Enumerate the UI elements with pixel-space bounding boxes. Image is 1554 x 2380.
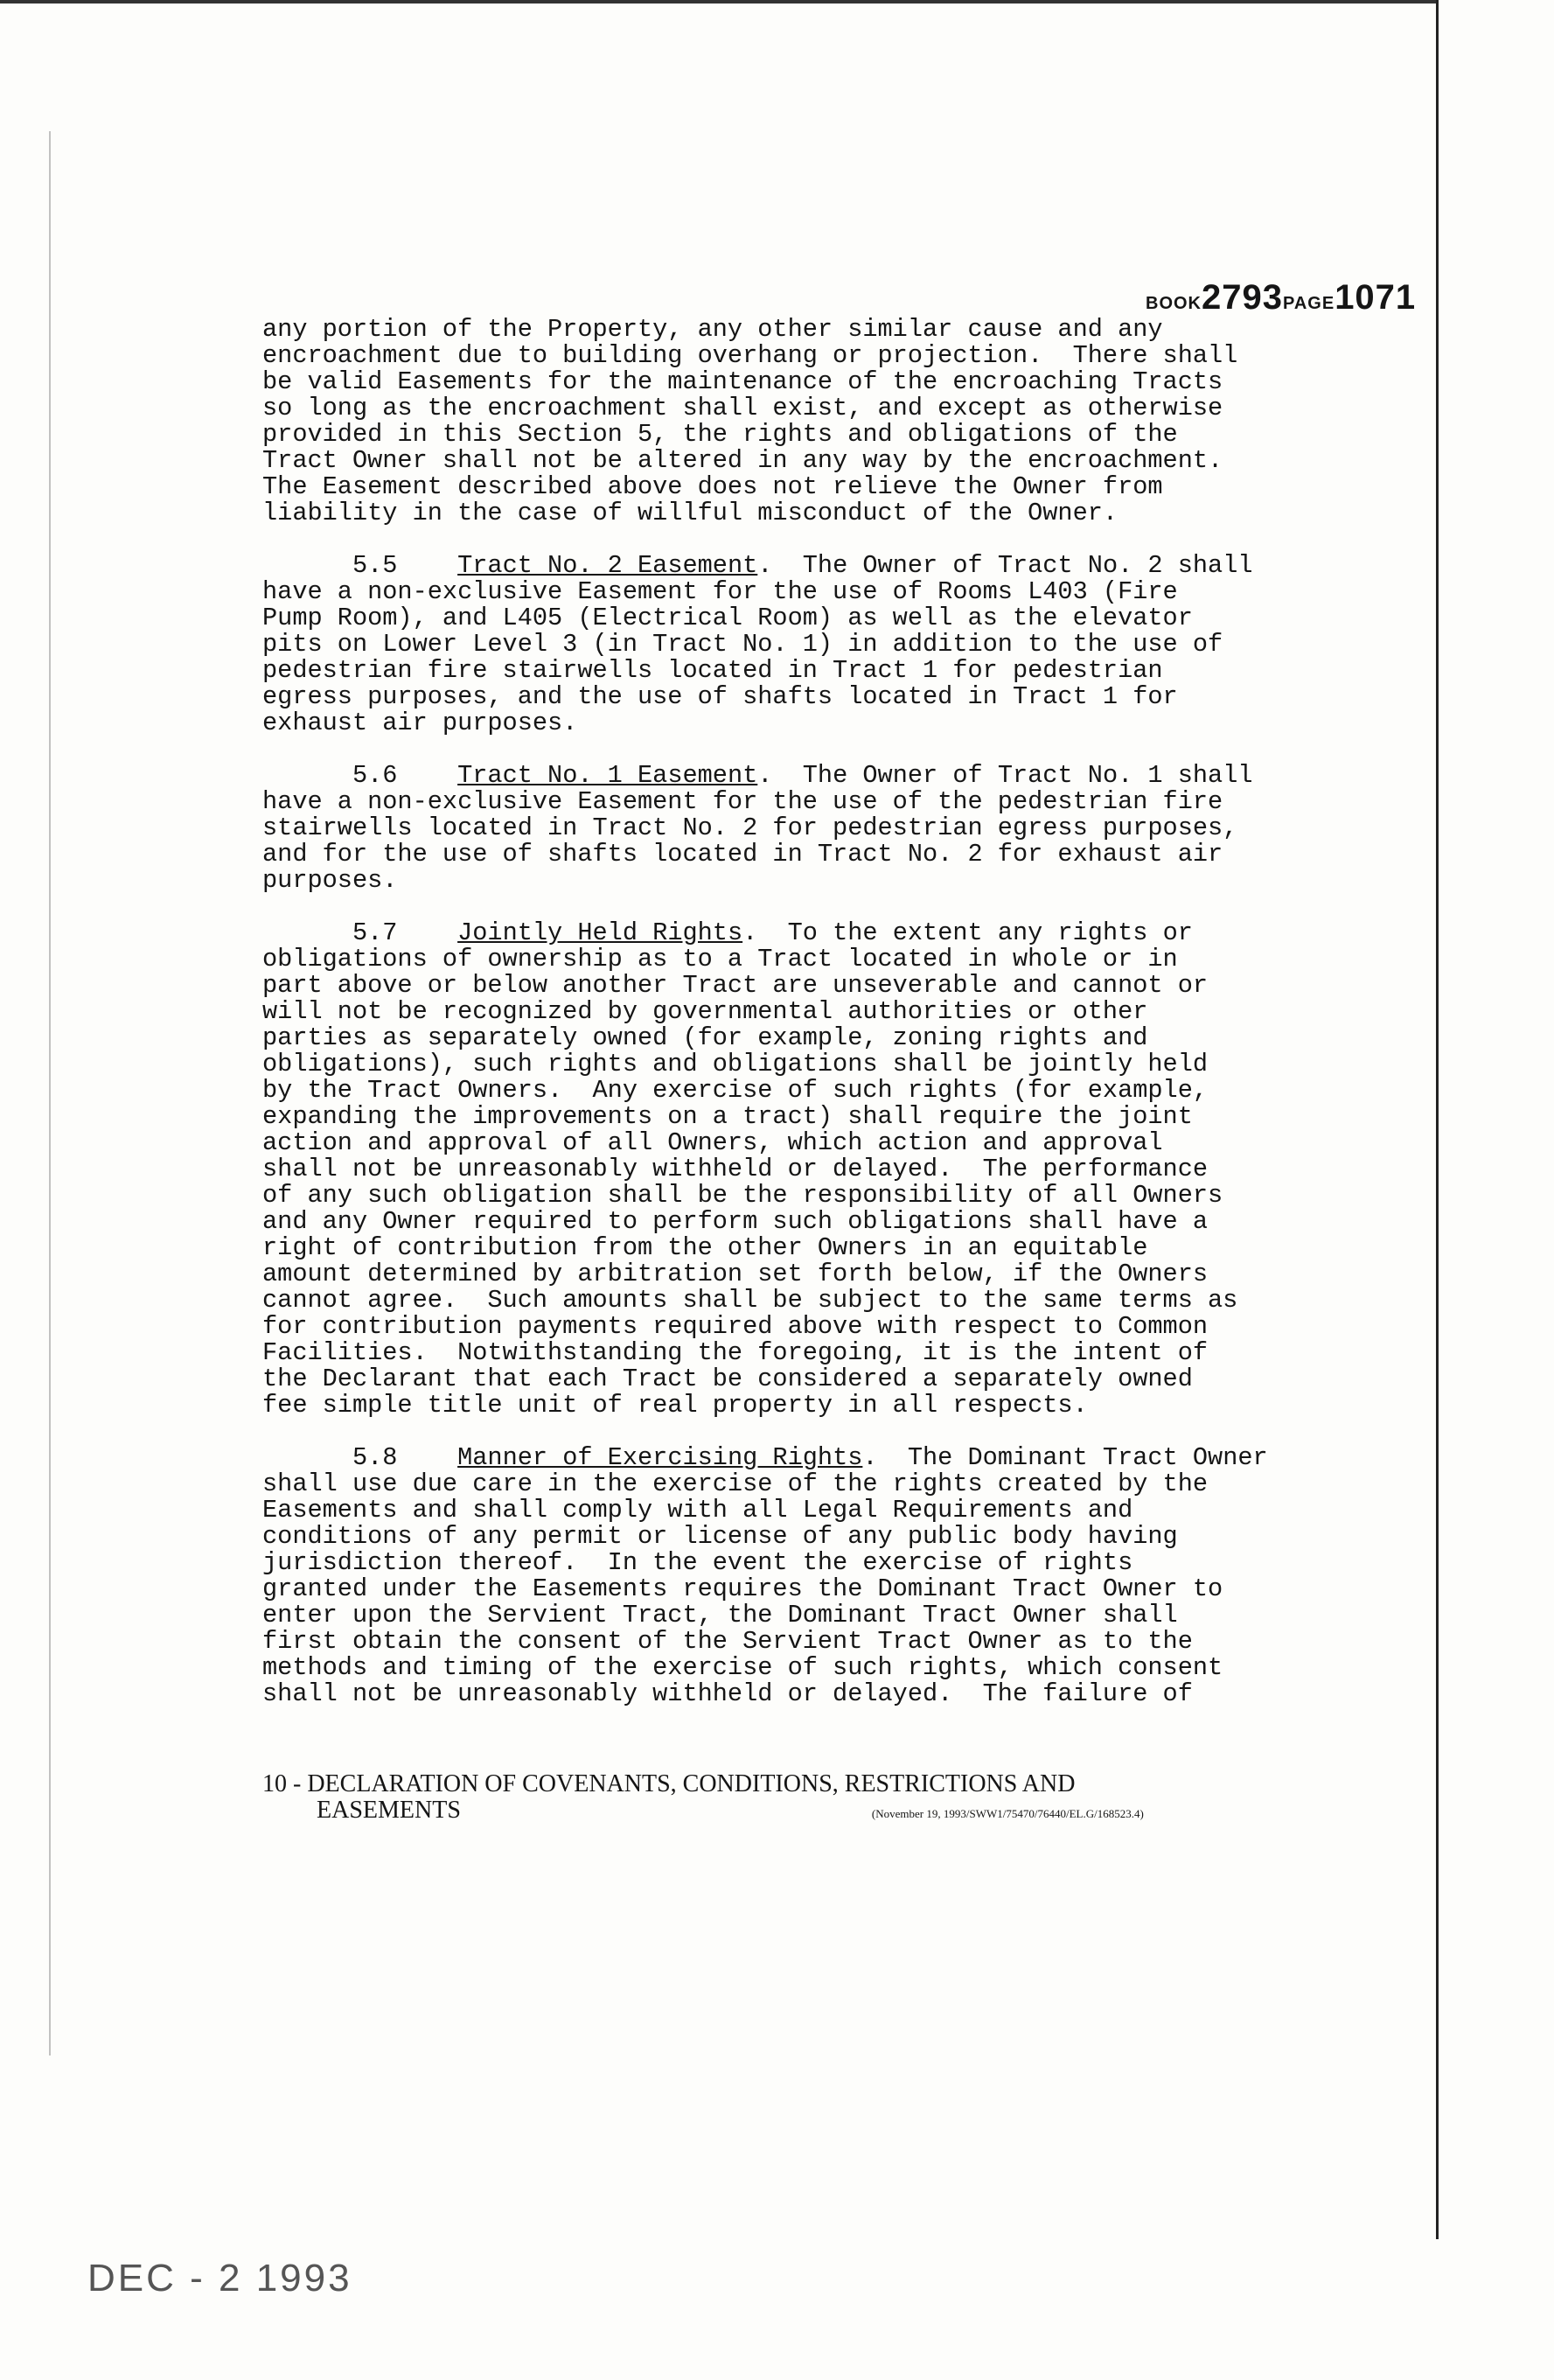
page-number: 1071: [1334, 278, 1417, 317]
text-line: and for the use of shafts located in Tract No. 2 for exhaust air: [262, 840, 1223, 869]
scan-left-edge: [49, 131, 51, 2055]
section-number: 5.6: [352, 761, 398, 790]
section-5-7: [262, 920, 1277, 1419]
section-5-5: [262, 553, 1277, 736]
text-line: have a non-exclusive Easement for the use of Rooms L403 (Fire: [262, 577, 1178, 606]
text-line: parties as separately owned (for example, zoning rights and: [262, 1023, 1148, 1052]
footer-title-line1: 10 - DECLARATION OF COVENANTS, CONDITIONS, RESTRICTIONS AND: [262, 1770, 1076, 1797]
text-line: obligations), such rights and obligations shall be jointly held: [262, 1050, 1209, 1078]
text-line: shall not be unreasonably withheld or delayed. The performance: [262, 1155, 1209, 1183]
section-heading: Manner of Exercising Rights: [457, 1443, 863, 1472]
footer-title-easements: EASEMENTS: [317, 1797, 461, 1824]
text-line: stairwells located in Tract No. 2 for pedestrian egress purposes,: [262, 813, 1238, 842]
paragraph-indent: [262, 918, 352, 947]
section-first-line-rest: . The Owner of Tract No. 1 shall: [757, 761, 1253, 790]
text-line: encroachment due to building overhang or projection. There shall: [262, 341, 1238, 370]
book-label: BOOK: [1146, 294, 1202, 313]
text-line: expanding the improvements on a tract) shall require the joint: [262, 1102, 1193, 1131]
indent: [397, 551, 457, 580]
section-first-line-rest: . The Dominant Tract Owner: [862, 1443, 1268, 1472]
text-line: jurisdiction thereof. In the event the exercise of rights: [262, 1548, 1133, 1577]
text-line: amount determined by arbitration set forth below, if the Owners: [262, 1260, 1209, 1288]
text-line: granted under the Easements requires the Dominant Tract Owner to: [262, 1574, 1223, 1603]
text-line: Tract Owner shall not be altered in any way by the encroachment.: [262, 446, 1223, 475]
document-body: [262, 317, 1277, 1734]
section-5-6: [262, 763, 1277, 894]
recording-date-stamp: DEC - 2 1993: [87, 2257, 352, 2300]
book-page-stamp: [1146, 278, 1416, 318]
scan-right-edge: [1436, 0, 1439, 2239]
text-line: Facilities. Notwithstanding the foregoing, it is the intent of: [262, 1338, 1209, 1367]
text-line: cannot agree. Such amounts shall be subject to the same terms as: [262, 1286, 1238, 1315]
text-line: methods and timing of the exercise of such rights, which consent: [262, 1653, 1223, 1682]
section-number: 5.5: [352, 551, 398, 580]
text-line: any portion of the Property, any other similar cause and any: [262, 315, 1163, 344]
text-line: action and approval of all Owners, which action and approval: [262, 1128, 1163, 1157]
page-footer: [262, 1771, 1312, 1827]
indent: [397, 918, 457, 947]
page-label: PAGE: [1282, 294, 1335, 313]
text-line: first obtain the consent of the Servient Tract Owner as to the: [262, 1627, 1193, 1656]
footer-reference: (November 19, 1993/SWW1/75470/76440/EL.G/168523.4): [871, 1807, 1144, 1820]
paragraph-indent: [262, 761, 352, 790]
text-line: by the Tract Owners. Any exercise of such rights (for example,: [262, 1076, 1209, 1105]
text-line: egress purposes, and the use of shafts located in Tract 1 for: [262, 682, 1178, 711]
section-number: 5.8: [352, 1443, 398, 1472]
text-line: of any such obligation shall be the responsibility of all Owners: [262, 1181, 1223, 1210]
book-number: 2793: [1202, 278, 1283, 317]
text-line: Pump Room), and L405 (Electrical Room) as well as the elevator: [262, 604, 1193, 632]
text-line: the Declarant that each Tract be considered a separately owned: [262, 1364, 1193, 1393]
text-line: and any Owner required to perform such obligations shall have a: [262, 1207, 1209, 1236]
text-line: right of contribution from the other Owners in an equitable: [262, 1233, 1148, 1262]
scan-top-edge: [0, 0, 1436, 3]
section-heading: Jointly Held Rights: [457, 918, 743, 947]
text-line: have a non-exclusive Easement for the use of the pedestrian fire: [262, 787, 1223, 816]
section-5-8: [262, 1445, 1277, 1707]
section-heading: Tract No. 1 Easement: [457, 761, 758, 790]
section-first-line: [262, 553, 1277, 579]
section-first-line: [262, 1445, 1277, 1471]
section-first-line: [262, 920, 1277, 946]
section-first-line: [262, 763, 1277, 789]
text-line: shall use due care in the exercise of the rights created by the: [262, 1469, 1209, 1498]
section-first-line-rest: . To the extent any rights or: [742, 918, 1193, 947]
text-line: enter upon the Servient Tract, the Dominant Tract Owner shall: [262, 1601, 1178, 1630]
indent: [397, 761, 457, 790]
indent: [397, 1443, 457, 1472]
text-line: purposes.: [262, 866, 398, 895]
section-heading: Tract No. 2 Easement: [457, 551, 758, 580]
section-number: 5.7: [352, 918, 398, 947]
text-line: liability in the case of willful misconduct of the Owner.: [262, 499, 1118, 527]
section-first-line-rest: . The Owner of Tract No. 2 shall: [757, 551, 1253, 580]
paragraph-indent: [262, 1443, 352, 1472]
continuation-paragraph: [262, 317, 1277, 527]
text-line: for contribution payments required above with respect to Common: [262, 1312, 1209, 1341]
text-line: so long as the encroachment shall exist, and except as otherwise: [262, 394, 1223, 422]
text-line: part above or below another Tract are unseverable and cannot or: [262, 971, 1209, 1000]
text-line: be valid Easements for the maintenance of the encroaching Tracts: [262, 367, 1223, 396]
footer-title-line2: [262, 1797, 1312, 1827]
text-line: fee simple title unit of real property in all respects.: [262, 1391, 1088, 1420]
text-line: pedestrian fire stairwells located in Tract 1 for pedestrian: [262, 656, 1163, 685]
text-line: The Easement described above does not relieve the Owner from: [262, 472, 1163, 501]
text-line: exhaust air purposes.: [262, 708, 578, 737]
paragraph-indent: [262, 551, 352, 580]
text-line: provided in this Section 5, the rights and obligations of the: [262, 420, 1178, 449]
text-line: Easements and shall comply with all Legal Requirements and: [262, 1496, 1133, 1525]
text-line: obligations of ownership as to a Tract located in whole or in: [262, 945, 1178, 974]
text-line: will not be recognized by governmental authorities or other: [262, 997, 1148, 1026]
text-line: pits on Lower Level 3 (in Tract No. 1) in addition to the use of: [262, 630, 1223, 659]
text-line: shall not be unreasonably withheld or delayed. The failure of: [262, 1679, 1193, 1708]
text-line: conditions of any permit or license of any public body having: [262, 1522, 1178, 1551]
